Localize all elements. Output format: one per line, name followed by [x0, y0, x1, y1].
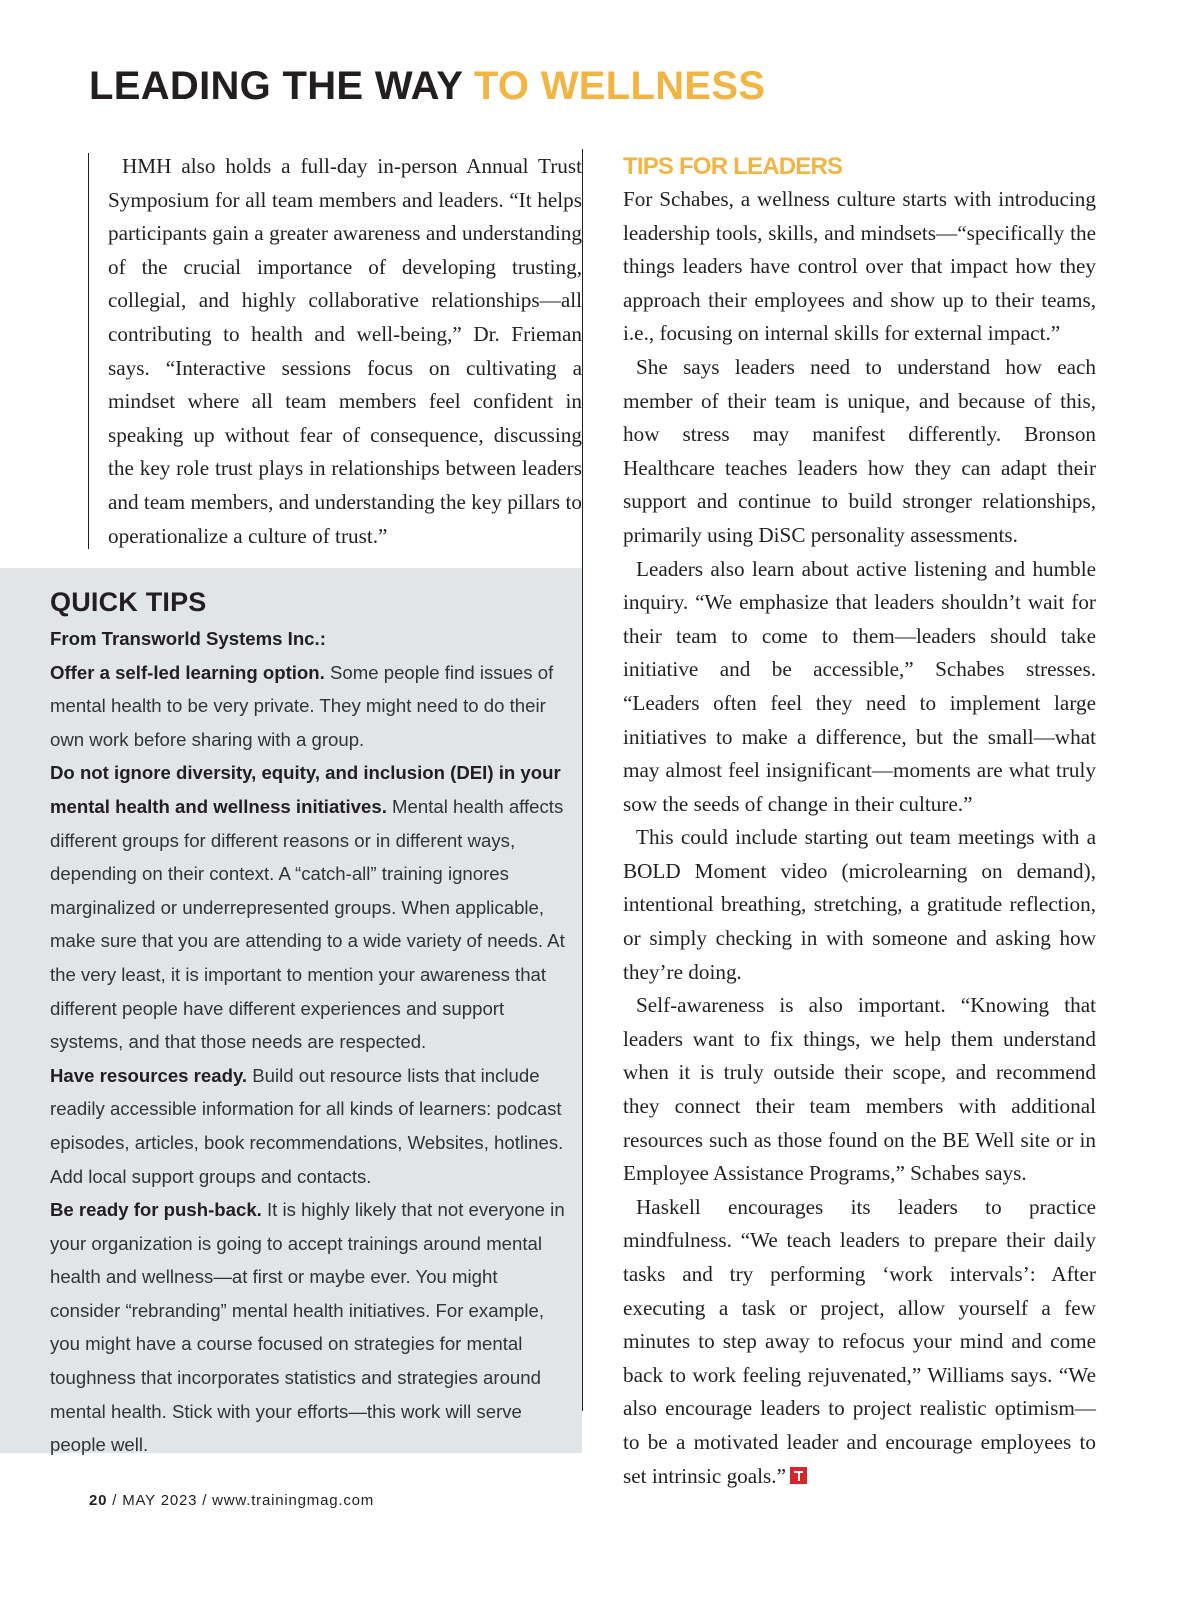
- tip-lead: Offer a self-led learning option.: [50, 661, 325, 683]
- tip-body: It is highly likely that not everyone in your organization is going to accept trainings around mental health and wellness—at first or maybe ever. You might consider “rebranding” mental health initiatives. For example, you might have a course focused on strategies for mental toughness that incorporates statistics and strategies around mental health. Stick with your efforts—this work will serve people well.: [50, 1199, 565, 1456]
- article-paragraph: [623, 1191, 1096, 1493]
- tip-body: Some people find issues of mental health to be very private. They might need to do their own work before sharing with a group.: [50, 661, 554, 750]
- left-column-rule: [88, 153, 89, 549]
- center-column-rule: [582, 149, 583, 1411]
- tip-item: [50, 1059, 570, 1193]
- left-column-text: [108, 150, 582, 553]
- title-accent-part: TO WELLNESS: [473, 64, 766, 108]
- quick-tips-sidebar: [0, 568, 582, 1456]
- right-column: [623, 150, 1096, 1493]
- article-paragraph: Self-awareness is also important. “Knowing that leaders want to fix things, we help them understand when it is truly outside their scope, and recommend they connect their team members with additional resources such as those found on the BE Well site or in Employee Assistance Programs,” Schabes says.: [623, 993, 1096, 1186]
- tip-item: [50, 656, 570, 757]
- article-paragraph: For Schabes, a wellness culture starts with introducing leadership tools, skills, and mindsets—“specifically the things leaders have control over that impact how they approach their employees and show up to their teams, i.e., focusing on internal skills for external impact.”: [623, 187, 1096, 346]
- right-column-text: [623, 183, 1096, 1493]
- tip-lead: Be ready for push-back.: [50, 1199, 262, 1221]
- issue-info: / MAY 2023 / www.trainingmag.com: [112, 1492, 375, 1509]
- page-footer: [89, 1492, 374, 1509]
- tip-lead: Have resources ready.: [50, 1064, 248, 1086]
- tip-lead: Do not ignore diversity, equity, and inclusion (DEI) in your mental health and wellness initiatives.: [50, 762, 561, 817]
- tip-body: Build out resource lists that include readily accessible information for all kinds of learners: podcast episodes, articles, book recommendations, Websites, hotlines. Add local support groups and contacts.: [50, 1064, 564, 1187]
- quick-tips-heading: QUICK TIPS: [50, 587, 207, 617]
- title-dark-part: LEADING THE WAY: [89, 64, 463, 108]
- intro-paragraph: HMH also holds a full-day in-person Annual Trust Symposium for all team members and leaders. “It helps participants gain a greater awareness and understanding of the crucial importance of developing trusting, collegial, and highly collaborative relationships—all contributing to health and well-being,” Dr. Frieman says. “Interactive sessions focus on cultivating a mindset where all team members feel confident in speaking up without fear of consequence, discussing the key role trust plays in relationships between leaders and team members, and understanding the key pillars to operationalize a culture of trust.”: [108, 154, 582, 548]
- quick-tips-source: From Transworld Systems Inc.:: [50, 628, 326, 649]
- end-of-article-icon: [790, 1467, 807, 1484]
- article-paragraph: Leaders also learn about active listening and humble inquiry. “We emphasize that leaders shouldn’t wait for their team to come to them—leaders should take initiative and be accessible,” Schabes stresses. “Leaders often feel they need to implement large initiatives to make a difference, but the small—what may almost feel insignificant—moments are what truly sow the seeds of change in their culture.”: [623, 556, 1096, 816]
- tip-item: [50, 756, 570, 1058]
- last-paragraph-text: Haskell encourages its leaders to practice mindfulness. “We teach leaders to prepare their daily tasks and try performing ‘work intervals’: After executing a task or project, allow yourself a few minutes to step away to refocus your mind and come back to work feeling rejuvenated,” Williams says. “We also encourage leaders to project realistic optimism—to be a motivated leader and encourage employees to set intrinsic goals.”: [623, 1194, 1096, 1488]
- article-paragraph: She says leaders need to understand how each member of their team is unique, and because of this, how stress may manifest differently. Bronson Healthcare teaches leaders how they can adapt their support and continue to build stronger relationships, primarily using DiSC personality assessments.: [623, 354, 1096, 547]
- tip-item: [50, 1193, 570, 1462]
- section-heading-tips-for-leaders: TIPS FOR LEADERS: [623, 153, 843, 180]
- page-number: 20: [89, 1492, 108, 1509]
- page-title: [89, 58, 765, 114]
- tip-body: Mental health affects different groups for different reasons or in different ways, depending on their context. A “catch-all” training ignores marginalized or underrepresented groups. When applicable, make sure that you are attending to a wide variety of needs. At the very least, it is important to mention your awareness that different people have different experiences and support systems, and that those needs are respected.: [50, 795, 565, 1053]
- article-paragraph: This could include starting out team meetings with a BOLD Moment video (microlearning on demand), intentional breathing, stretching, a gratitude reflection, or simply checking in with someone and asking how they’re doing.: [623, 825, 1096, 984]
